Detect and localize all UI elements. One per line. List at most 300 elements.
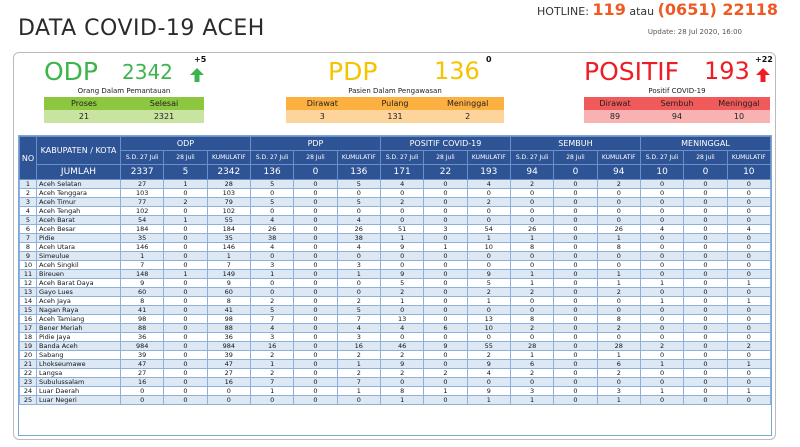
table-cell: 0: [554, 369, 597, 378]
table-cell: 0: [684, 369, 727, 378]
table-cell: 60: [121, 288, 164, 297]
table-cell: 0: [640, 288, 683, 297]
table-cell: 1: [250, 387, 293, 396]
odp-label: ODP: [44, 57, 99, 86]
row-number: 7: [20, 234, 37, 243]
table-cell: 1: [337, 387, 380, 396]
table-cell: 0: [597, 333, 640, 342]
table-cell: 0: [597, 306, 640, 315]
table-cell: 0: [250, 207, 293, 216]
table-cell: 0: [684, 342, 727, 351]
hotline-number-1: 119: [592, 0, 626, 19]
table-cell: 0: [684, 225, 727, 234]
table-cell: 7: [121, 261, 164, 270]
pdp-val-pulang: 131: [387, 112, 403, 121]
table-cell: 9: [467, 360, 510, 369]
table-cell: 54: [121, 216, 164, 225]
table-cell: 0: [424, 396, 467, 405]
table-cell: 0: [554, 342, 597, 351]
table-cell: 0: [294, 270, 337, 279]
header-no: NO: [20, 137, 37, 180]
table-cell: 16: [207, 378, 250, 387]
table-cell: 1: [337, 360, 380, 369]
table-cell: 2: [597, 324, 640, 333]
table-cell: 26: [250, 225, 293, 234]
table-cell: 1: [510, 351, 553, 360]
table-cell: 0: [727, 333, 770, 342]
table-cell: 1: [467, 297, 510, 306]
hotline-separator: atau: [629, 5, 655, 18]
table-cell: 0: [424, 288, 467, 297]
jumlah-cell: 2337: [121, 165, 164, 180]
table-cell: 0: [294, 342, 337, 351]
table-cell: 77: [121, 198, 164, 207]
table-cell: 0: [510, 207, 553, 216]
table-cell: 0: [554, 378, 597, 387]
table-cell: 0: [294, 324, 337, 333]
table-cell: 1: [250, 360, 293, 369]
table-cell: 2: [164, 198, 207, 207]
table-cell: 0: [424, 306, 467, 315]
table-cell: 1: [337, 270, 380, 279]
table-cell: 0: [640, 378, 683, 387]
row-number: 5: [20, 216, 37, 225]
table-cell: 0: [727, 369, 770, 378]
row-number: 21: [20, 360, 37, 369]
table-cell: 0: [727, 180, 770, 189]
kabupaten-name: Aceh Tenggara: [37, 189, 121, 198]
table-cell: 0: [467, 306, 510, 315]
table-cell: 0: [727, 396, 770, 405]
subheader-positif-sd27: S.D. 27 Juli: [380, 151, 423, 165]
table-cell: 0: [467, 252, 510, 261]
pdp-label: PDP: [328, 57, 378, 86]
table-cell: 16: [121, 378, 164, 387]
table-cell: 0: [424, 351, 467, 360]
kabupaten-name: Aceh Tamiang: [37, 315, 121, 324]
table-cell: 28: [510, 342, 553, 351]
table-cell: 0: [467, 261, 510, 270]
table-cell: 0: [294, 207, 337, 216]
table-cell: 184: [207, 225, 250, 234]
jumlah-cell: 0: [554, 165, 597, 180]
positif-val-sembuh: 94: [671, 112, 683, 121]
kabupaten-name: Gayo Lues: [37, 288, 121, 297]
table-cell: 0: [684, 396, 727, 405]
table-cell: 27: [121, 180, 164, 189]
table-cell: 26: [337, 225, 380, 234]
table-cell: 8: [510, 315, 553, 324]
kabupaten-name: Pidie Jaya: [37, 333, 121, 342]
table-cell: 98: [121, 315, 164, 324]
table-cell: 0: [424, 297, 467, 306]
table-cell: 16: [250, 342, 293, 351]
table-cell: 1: [510, 234, 553, 243]
table-cell: 5: [337, 306, 380, 315]
odp-subtitle: Orang Dalam Pemantauan: [77, 87, 171, 95]
table-cell: 4: [337, 216, 380, 225]
table-cell: 2: [510, 180, 553, 189]
jumlah-cell: 5: [164, 165, 207, 180]
positif-col-dirawat: Dirawat: [599, 99, 631, 108]
table-cell: 0: [597, 189, 640, 198]
table-cell: 3: [597, 387, 640, 396]
table-cell: 0: [597, 252, 640, 261]
table-cell: 4: [727, 225, 770, 234]
table-cell: 0: [640, 315, 683, 324]
table-cell: 0: [510, 297, 553, 306]
table-cell: 79: [207, 198, 250, 207]
table-cell: 1: [164, 216, 207, 225]
table-cell: 0: [684, 270, 727, 279]
positif-delta: +22: [755, 55, 773, 64]
table-cell: 0: [164, 261, 207, 270]
table-cell: 0: [554, 261, 597, 270]
table-cell: 4: [467, 180, 510, 189]
table-cell: 0: [727, 324, 770, 333]
table-cell: 0: [164, 342, 207, 351]
table-cell: 0: [684, 306, 727, 315]
table-cell: 0: [727, 189, 770, 198]
table-cell: 0: [164, 243, 207, 252]
table-cell: 0: [424, 279, 467, 288]
table-cell: 2: [510, 288, 553, 297]
table-cell: 0: [554, 396, 597, 405]
table-cell: 0: [727, 351, 770, 360]
subheader-sembuh-28: 28 Juli: [554, 151, 597, 165]
table-cell: 0: [684, 198, 727, 207]
table-cell: 0: [554, 225, 597, 234]
page-title: DATA COVID-19 ACEH: [18, 16, 265, 41]
table-cell: 0: [294, 225, 337, 234]
table-cell: 2: [380, 288, 423, 297]
kabupaten-name: Simeulue: [37, 252, 121, 261]
table-cell: 0: [337, 252, 380, 261]
row-number: 4: [20, 207, 37, 216]
table-cell: 3: [337, 261, 380, 270]
table-cell: 6: [597, 360, 640, 369]
table-cell: 0: [164, 333, 207, 342]
table-cell: 0: [684, 261, 727, 270]
table-cell: 0: [510, 216, 553, 225]
jumlah-cell: 136: [250, 165, 293, 180]
hotline-label: HOTLINE:: [537, 5, 589, 18]
table-cell: 0: [424, 180, 467, 189]
table-cell: 28: [597, 342, 640, 351]
kabupaten-name: Luar Daerah: [37, 387, 121, 396]
kabupaten-name: Aceh Barat Daya: [37, 279, 121, 288]
table-cell: 0: [640, 369, 683, 378]
table-cell: 0: [640, 252, 683, 261]
row-number: 12: [20, 279, 37, 288]
table-cell: 102: [121, 207, 164, 216]
table-cell: 0: [510, 333, 553, 342]
table-cell: 38: [250, 234, 293, 243]
table-cell: 0: [640, 261, 683, 270]
table-cell: 4: [337, 243, 380, 252]
kabupaten-name: Bireuen: [37, 270, 121, 279]
subheader-meninggal-sd27: S.D. 27 Juli: [640, 151, 683, 165]
table-cell: 16: [337, 342, 380, 351]
table-cell: 0: [554, 324, 597, 333]
table-row: [20, 189, 771, 198]
table-cell: 0: [640, 351, 683, 360]
table-cell: 0: [424, 261, 467, 270]
table-cell: 0: [164, 234, 207, 243]
table-cell: 146: [121, 243, 164, 252]
table-cell: 38: [337, 234, 380, 243]
table-cell: 0: [250, 189, 293, 198]
table-cell: 41: [121, 306, 164, 315]
table-cell: 4: [640, 225, 683, 234]
table-cell: 0: [424, 189, 467, 198]
table-cell: 5: [250, 306, 293, 315]
table-cell: 47: [121, 360, 164, 369]
table-cell: 1: [164, 270, 207, 279]
table-cell: 0: [294, 180, 337, 189]
table-cell: 8: [380, 387, 423, 396]
odp-val-selesai: 2321: [153, 112, 175, 121]
table-cell: 984: [207, 342, 250, 351]
table-row: [20, 360, 771, 369]
table-cell: 88: [121, 324, 164, 333]
pdp-val-dirawat: 3: [319, 112, 325, 121]
table-cell: 5: [380, 279, 423, 288]
table-cell: 7: [250, 378, 293, 387]
table-cell: 0: [294, 297, 337, 306]
table-cell: 9: [380, 360, 423, 369]
table-cell: 0: [640, 243, 683, 252]
positif-col-sembuh: Sembuh: [660, 99, 694, 108]
positif-col-meninggal: Meninggal: [718, 99, 760, 108]
table-cell: 0: [164, 225, 207, 234]
table-cell: 2: [467, 351, 510, 360]
table-cell: 0: [294, 216, 337, 225]
table-cell: 9: [207, 279, 250, 288]
table-cell: 4: [380, 180, 423, 189]
table-cell: 149: [207, 270, 250, 279]
table-cell: 8: [510, 243, 553, 252]
table-row: [20, 243, 771, 252]
row-number: 13: [20, 288, 37, 297]
table-cell: 1: [207, 252, 250, 261]
table-cell: 2: [250, 351, 293, 360]
table-cell: 0: [164, 369, 207, 378]
row-number: 8: [20, 243, 37, 252]
table-cell: 0: [424, 270, 467, 279]
table-cell: 10: [467, 324, 510, 333]
table-cell: 1: [640, 360, 683, 369]
table-cell: 0: [597, 297, 640, 306]
table-cell: 0: [207, 396, 250, 405]
pdp-delta: 0: [486, 55, 492, 64]
table-cell: 0: [164, 189, 207, 198]
table-cell: 0: [294, 387, 337, 396]
update-timestamp: Update: 28 Jul 2020, 16:00: [647, 28, 742, 36]
table-cell: 0: [337, 396, 380, 405]
table-cell: 0: [640, 396, 683, 405]
jumlah-label: JUMLAH: [37, 165, 121, 180]
table-cell: 28: [207, 180, 250, 189]
table-cell: 0: [250, 252, 293, 261]
table-cell: 0: [207, 387, 250, 396]
kabupaten-name: Nagan Raya: [37, 306, 121, 315]
table-cell: 0: [380, 378, 423, 387]
kabupaten-name: Subulussalam: [37, 378, 121, 387]
table-cell: 0: [294, 351, 337, 360]
table-cell: 0: [727, 252, 770, 261]
table-cell: 0: [554, 189, 597, 198]
row-number: 1: [20, 180, 37, 189]
subheader-meninggal-28: 28 Juli: [684, 151, 727, 165]
row-number: 17: [20, 324, 37, 333]
table-cell: 0: [467, 207, 510, 216]
table-cell: 0: [250, 396, 293, 405]
table-cell: 0: [424, 333, 467, 342]
table-cell: 1: [164, 180, 207, 189]
table-cell: 4: [467, 369, 510, 378]
table-cell: 0: [424, 216, 467, 225]
table-cell: 10: [467, 243, 510, 252]
table-cell: 0: [597, 216, 640, 225]
table-cell: 0: [727, 288, 770, 297]
pdp-col-dirawat: Dirawat: [306, 99, 338, 108]
table-cell: 0: [640, 180, 683, 189]
table-cell: 0: [554, 270, 597, 279]
table-cell: 1: [597, 234, 640, 243]
row-number: 19: [20, 342, 37, 351]
table-cell: 0: [684, 360, 727, 369]
kabupaten-name: Sabang: [37, 351, 121, 360]
table-cell: 2: [510, 369, 553, 378]
row-number: 23: [20, 378, 37, 387]
table-cell: 9: [467, 387, 510, 396]
table-cell: 0: [424, 252, 467, 261]
table-cell: 0: [337, 189, 380, 198]
jumlah-cell: 171: [380, 165, 423, 180]
dashboard-panel: [13, 52, 776, 440]
table-cell: 0: [554, 234, 597, 243]
kabupaten-name: Aceh Singkil: [37, 261, 121, 270]
pdp-subtitle: Pasien Dalam Pengawasan: [348, 87, 442, 95]
table-cell: 0: [727, 243, 770, 252]
table-cell: 0: [684, 297, 727, 306]
table-cell: 0: [164, 279, 207, 288]
table-cell: 0: [554, 252, 597, 261]
table-cell: 47: [207, 360, 250, 369]
header-meninggal: MENINGGAL: [640, 137, 770, 151]
table-row: [20, 387, 771, 396]
table-cell: 2: [380, 351, 423, 360]
table-cell: 36: [121, 333, 164, 342]
table-cell: 1: [510, 396, 553, 405]
table-row: [20, 216, 771, 225]
table-cell: 1: [597, 279, 640, 288]
row-number: 16: [20, 315, 37, 324]
table-cell: 0: [597, 378, 640, 387]
table-cell: 1: [640, 387, 683, 396]
jumlah-cell: 22: [424, 165, 467, 180]
jumlah-cell: 94: [597, 165, 640, 180]
odp-summary: [44, 57, 234, 129]
table-cell: 27: [207, 369, 250, 378]
table-cell: 0: [380, 216, 423, 225]
pdp-value: 136: [434, 57, 480, 85]
table-cell: 9: [380, 270, 423, 279]
table-cell: 7: [337, 378, 380, 387]
table-cell: 0: [294, 234, 337, 243]
table-cell: 0: [554, 387, 597, 396]
odp-delta: +5: [194, 55, 207, 64]
table-cell: 4: [250, 216, 293, 225]
table-cell: 1: [424, 243, 467, 252]
table-row: [20, 315, 771, 324]
pdp-val-meninggal: 2: [465, 112, 471, 121]
header-positif: POSITIF COVID-19: [380, 137, 510, 151]
table-cell: 3: [250, 333, 293, 342]
table-row: [20, 369, 771, 378]
table-row: [20, 297, 771, 306]
table-cell: 0: [597, 261, 640, 270]
table-cell: 0: [424, 378, 467, 387]
table-row: [20, 180, 771, 189]
table-cell: 0: [554, 198, 597, 207]
table-cell: 0: [164, 288, 207, 297]
table-cell: 0: [121, 396, 164, 405]
row-number: 3: [20, 198, 37, 207]
table-cell: 0: [684, 216, 727, 225]
table-cell: 0: [510, 306, 553, 315]
table-cell: 3: [510, 387, 553, 396]
table-cell: 2: [250, 297, 293, 306]
positif-subtitle: Positif COVID-19: [648, 87, 706, 95]
subheader-odp-kumulatif: KUMULATIF: [207, 151, 250, 165]
table-cell: 35: [207, 234, 250, 243]
table-cell: 2: [424, 369, 467, 378]
kabupaten-name: Aceh Utara: [37, 243, 121, 252]
table-cell: 1: [727, 360, 770, 369]
table-cell: 0: [294, 306, 337, 315]
table-cell: 46: [380, 342, 423, 351]
table-cell: 0: [467, 189, 510, 198]
table-cell: 36: [207, 333, 250, 342]
table-cell: 0: [640, 306, 683, 315]
table-cell: 0: [380, 207, 423, 216]
table-cell: 3: [424, 225, 467, 234]
table-cell: 5: [337, 198, 380, 207]
subheader-sembuh-kumulatif: KUMULATIF: [597, 151, 640, 165]
table-cell: 0: [684, 351, 727, 360]
table-cell: 0: [164, 351, 207, 360]
row-number: 2: [20, 189, 37, 198]
table-cell: 7: [250, 315, 293, 324]
table-cell: 0: [727, 234, 770, 243]
table-cell: 60: [207, 288, 250, 297]
table-cell: 0: [640, 216, 683, 225]
table-cell: 0: [337, 279, 380, 288]
table-cell: 1: [597, 270, 640, 279]
table-cell: 9: [121, 279, 164, 288]
table-cell: 1: [380, 234, 423, 243]
table-cell: 0: [424, 207, 467, 216]
table-cell: 0: [164, 315, 207, 324]
table-cell: 0: [380, 189, 423, 198]
table-row: [20, 279, 771, 288]
row-number: 15: [20, 306, 37, 315]
table-cell: 51: [380, 225, 423, 234]
table-cell: 0: [684, 324, 727, 333]
table-cell: 3: [337, 333, 380, 342]
